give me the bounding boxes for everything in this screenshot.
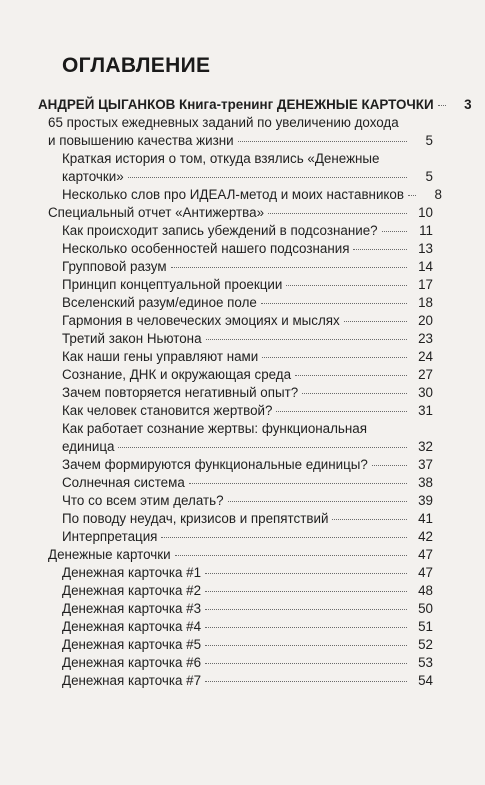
dot-leader: [408, 195, 416, 196]
dot-leader: [206, 339, 407, 340]
dot-leader: [205, 591, 407, 592]
toc-entry-title-continued: и повышению качества жизни: [48, 133, 234, 148]
toc-entry: [0, 240, 485, 258]
toc-entry: [0, 618, 485, 636]
toc-entry: [0, 258, 485, 276]
toc-entry: [0, 474, 485, 492]
toc-page-number: 17: [418, 277, 433, 292]
toc-page-number: 41: [418, 511, 433, 526]
toc-entry: [0, 510, 485, 528]
toc-page-number: 47: [418, 547, 433, 562]
toc-page-number: 27: [418, 367, 433, 382]
toc-entry-title: Денежная карточка #7: [62, 673, 202, 688]
toc-entry-title: По поводу неудач, кризисов и препятствий: [62, 511, 329, 526]
toc-entry-title: Гармония в человеческих эмоциях и мыслях: [62, 313, 340, 328]
toc-page-number: 50: [418, 601, 433, 616]
dot-leader: [205, 573, 407, 574]
table-of-contents: [0, 96, 485, 690]
toc-page-number: 53: [418, 655, 433, 670]
toc-entry-title: Как работает сознание жертвы: функциональная: [62, 421, 368, 436]
toc-entry: [0, 402, 485, 420]
toc-page-number: 38: [418, 475, 433, 490]
toc-page-number: 3: [464, 97, 472, 112]
toc-entry-title: Интерпретация: [62, 529, 158, 544]
toc-entry: [0, 654, 485, 672]
dot-leader: [238, 141, 407, 142]
toc-page-number: 8: [434, 187, 442, 202]
toc-entry-title: Денежная карточка #5: [62, 637, 202, 652]
toc-entry-title: Несколько слов про ИДЕАЛ-метод и моих наставников: [62, 187, 404, 202]
dot-leader: [286, 285, 407, 286]
toc-page-number: 31: [418, 403, 433, 418]
toc-page-number: 47: [418, 565, 433, 580]
dot-leader: [161, 537, 407, 538]
toc-page-number: 48: [418, 583, 433, 598]
toc-entry: [0, 312, 485, 330]
dot-leader: [276, 411, 407, 412]
toc-entry: [0, 600, 485, 618]
toc-entry-title: Солнечная система: [62, 475, 185, 490]
toc-entry: [0, 456, 485, 474]
dot-leader: [295, 375, 407, 376]
toc-entry-title: Групповой разум: [62, 259, 167, 274]
toc-page-number: 24: [418, 349, 433, 364]
toc-entry-title: Денежные карточки: [48, 547, 171, 562]
dot-leader: [353, 249, 407, 250]
toc-entry: [0, 384, 485, 402]
toc-entry: [0, 636, 485, 654]
toc-page-number: 39: [418, 493, 433, 508]
toc-entry: [0, 276, 485, 294]
toc-entry-title: Денежная карточка #2: [62, 583, 202, 598]
toc-entry: [0, 672, 485, 690]
dot-leader: [268, 213, 407, 214]
toc-page-number: 52: [418, 637, 433, 652]
toc-page-number: 5: [425, 169, 433, 184]
toc-entry: [0, 186, 485, 204]
dot-leader: [262, 357, 407, 358]
toc-entry-title: 65 простых ежедневных заданий по увеличению дохода: [48, 115, 399, 130]
toc-entry-title: Как наши гены управляют нами: [62, 349, 259, 364]
toc-page-number: 13: [418, 241, 433, 256]
toc-entry: [0, 222, 485, 240]
toc-entry: [0, 114, 485, 150]
toc-entry: [0, 546, 485, 564]
toc-entry-title-continued: единица: [62, 439, 115, 454]
toc-entry-title: АНДРЕЙ ЦЫГАНКОВ Книга-тренинг ДЕНЕЖНЫЕ КАРТОЧКИ: [38, 97, 434, 112]
toc-page-number: 5: [425, 133, 433, 148]
toc-entry-title: Денежная карточка #3: [62, 601, 202, 616]
toc-page-number: 11: [419, 223, 433, 238]
toc-entry: [0, 528, 485, 546]
toc-entry-title: Денежная карточка #1: [62, 565, 202, 580]
toc-page-number: 42: [418, 529, 433, 544]
dot-leader: [438, 105, 446, 106]
toc-entry-title: Зачем повторяется негативный опыт?: [62, 385, 299, 400]
dot-leader: [118, 447, 407, 448]
toc-page-number: 32: [418, 439, 433, 454]
toc-page-number: 20: [418, 313, 433, 328]
dot-leader: [205, 681, 407, 682]
toc-entry-title: Денежная карточка #6: [62, 655, 202, 670]
dot-leader: [205, 627, 407, 628]
toc-entry: [0, 492, 485, 510]
dot-leader: [205, 609, 407, 610]
toc-entry-title: Вселенский разум/единое поле: [62, 295, 257, 310]
toc-page-number: 54: [418, 673, 433, 688]
toc-page-number: 23: [418, 331, 433, 346]
dot-leader: [171, 267, 407, 268]
toc-page-number: 51: [418, 619, 433, 634]
toc-entry: [0, 366, 485, 384]
toc-entry-title: Специальный отчет «Антижертва»: [48, 205, 265, 220]
dot-leader: [382, 231, 407, 232]
toc-entry: [0, 420, 485, 456]
dot-leader: [302, 393, 407, 394]
dot-leader: [372, 465, 407, 466]
toc-entry: [0, 330, 485, 348]
toc-entry: [0, 96, 485, 114]
toc-entry-title: Зачем формируются функциональные единицы?: [62, 457, 368, 472]
dot-leader: [261, 303, 407, 304]
dot-leader: [228, 501, 407, 502]
toc-entry: [0, 204, 485, 222]
toc-entry: [0, 150, 485, 186]
toc-entry-title: Сознание, ДНК и окружающая среда: [62, 367, 292, 382]
toc-entry-title: Что со всем этим делать?: [62, 493, 224, 508]
toc-entry-title: Как происходит запись убеждений в подсознание?: [62, 223, 378, 238]
page-title: ОГЛАВЛЕНИЕ: [62, 54, 211, 77]
dot-leader: [344, 321, 407, 322]
toc-entry-title: Как человек становится жертвой?: [62, 403, 273, 418]
toc-entry-title: Несколько особенностей нашего подсознания: [62, 241, 350, 256]
toc-entry-title: Принцип концептуальной проекции: [62, 277, 283, 292]
dot-leader: [189, 483, 407, 484]
toc-entry-title: Денежная карточка #4: [62, 619, 202, 634]
toc-page-number: 30: [418, 385, 433, 400]
dot-leader: [175, 555, 407, 556]
toc-entry-title: Краткая история о том, откуда взялись «Денежные: [62, 151, 380, 166]
toc-page-number: 14: [418, 259, 433, 274]
toc-entry-title-continued: карточки»: [62, 169, 124, 184]
toc-entry: [0, 294, 485, 312]
toc-page-number: 18: [418, 295, 433, 310]
toc-entry: [0, 348, 485, 366]
dot-leader: [128, 177, 407, 178]
dot-leader: [205, 645, 407, 646]
toc-entry: [0, 564, 485, 582]
toc-entry-title: Третий закон Ньютона: [62, 331, 202, 346]
dot-leader: [332, 519, 407, 520]
toc-page-number: 10: [418, 205, 433, 220]
toc-entry: [0, 582, 485, 600]
dot-leader: [205, 663, 407, 664]
toc-page-number: 37: [418, 457, 433, 472]
